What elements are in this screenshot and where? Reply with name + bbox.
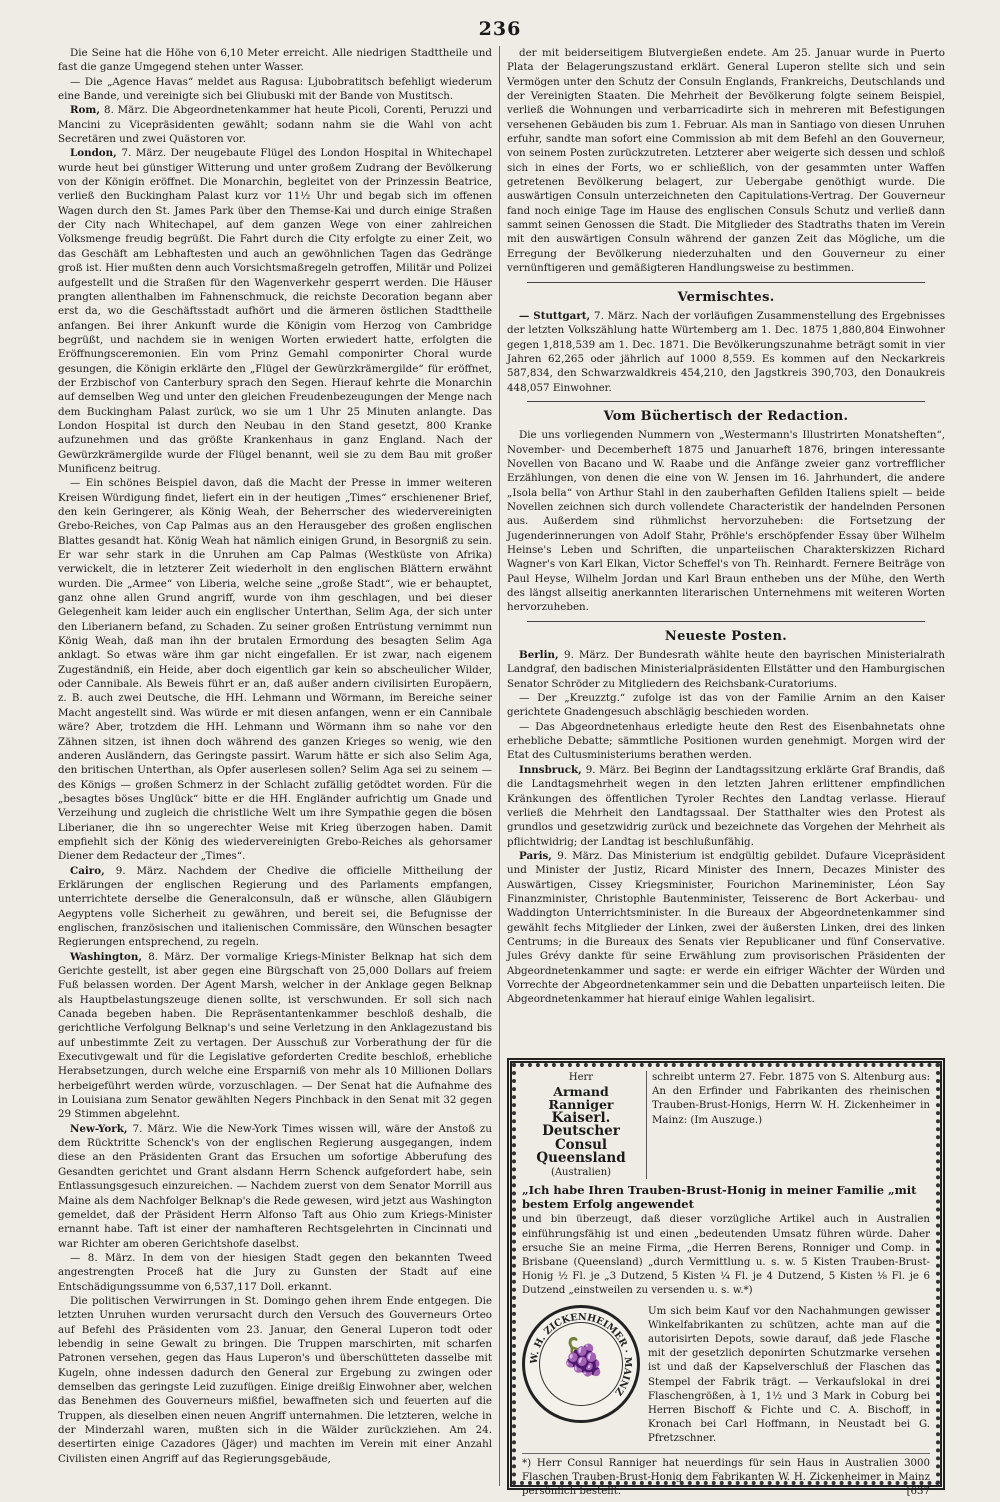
article-paragraph xyxy=(58,146,492,476)
article-paragraph xyxy=(58,1294,492,1466)
article-paragraph xyxy=(58,950,492,1122)
article-paragraph xyxy=(58,1251,492,1294)
paragraph-text: — Die „Agence Havas“ meldet aus Ragusa: Ljubobratitsch befehligt wiederum eine Bande, und vereinigte sich bei Gliubuski mit der Bande von Mustitsch. xyxy=(58,75,492,103)
dateline: Washington, xyxy=(70,950,149,963)
ad-number: [637 xyxy=(906,1486,930,1498)
paragraph-text: Die politischen Verwirrungen in St. Domingo gehen ihrem Ende entgegen. Die letzten Unruhen wurden verursacht durch den Versuch des Gouverneurs Orteo auf Befehl des Präsidenten vom 23. Januar, den General Luperon todt oder lebendig in seine Gewalt zu bringen. Die Truppen marschirten, mit scharfen Patronen versehen, gegen das Haus Luperon's und überschütteten dasselbe mit Kugeln, ohne indessen dadurch den General zur Ergebung zu zwingen oder demselben das geringste Leid zuzufügen. Einige dreißig Einwohner aber, welchen das Benehmen des Gouverneurs mißfiel, bewaffneten sich und feuerten auf die Truppen, als dieselben einen neuen Angriff unternahmen. Die letzteren, welche in der Minderzahl waren, mußten sich in die Wälder zurückziehen. Am 24. desertirten einige Cazadores (Jäger) und machten im Verein mit einer Anzahl Civilisten einen Angriff auf das Regierungsgebäude, xyxy=(58,1294,492,1465)
seal-text: W. H. ZICKENHEIMER · MAINZ xyxy=(528,1311,634,1397)
section-heading: Neueste Posten. xyxy=(664,628,788,644)
ad-sender-region: Queensland xyxy=(536,1150,626,1166)
paragraph-text: 7. März. Der neugebaute Flügel des London Hospital in Whitechapel wurde heut bei günstiger Witterung und unter großem Zudrang der Bevölkerung von der Königin eröffnet. Die Monarchin, begleitet von der Prinzessin Beatrice, verließ den Buckingham Palast kurz vor 11½ Uhr und begab sich im offenen Wagen durch den St. James Park über den Themse-Kai und durch einige Straßen der City nach Whitechapel, auf dem ganzen Wege von einer zahlreichen Volksmenge freudig begrüßt. Die Fahrt durch die City erfolgte zu einer Zeit, wo das Geschäft am Lebhaftesten und auch an gewöhnlichen Tagen das Gedränge groß ist. Hier mußten denn auch Vorsichtsmaßregeln getroffen, Militär und Polizei aufgestellt und die Straßen für den Wagenverkehr gesperrt werden. Die Häuser prangten allenthalben im Fahnenschmuck, die reichste Decoration begann aber erst da, wo die Geschäftsstadt aufhört und die ärmeren östlichen Stadttheile anfangen. Bei ihrer Ankunft wurde die Königin vom Herzog von Cambridge begrüßt, und nachdem sie in wenigen Worten erwiedert hatte, erfolgten die Eröffnungsceremonien. Ein vom Prinz Gemahl componirter Choral wurde gesungen, die Königin erklärte den „Flügel der Gewürzkrämergilde“ für eröffnet, der Erzbischof von Canterbury sprach den Segen. Hierauf kehrte die Monarchin auf demselben Weg und unter den gleichen Freudenbezeugungen der Menge nach dem Buckingham Palast zurück, wo sie um 1 Uhr 25 Minuten anlangte. Das London Hospital ist durch den Neubau in den Stand gesetzt, 800 Kranke aufzunehmen und das größte Krankenhaus in ganz England. Nach der Gewürzkrämergilde wurde der Flügel benannt, weil sie zu dem Bau mit großer Munificenz beitrug. xyxy=(58,147,492,475)
article-paragraph xyxy=(507,691,945,720)
dateline: — Stuttgart, xyxy=(519,309,595,322)
ad-sender-name: Armand Ranniger xyxy=(548,1083,614,1112)
paragraph-text: 9. März. Der Bundesrath wählte heute den bayrischen Ministerialrath Landgraf, den badischen Ministerialpräsidenten Ellstätter und den Hamburgischen Senator Schröder zu Mitgliedern des Reichsbank-Curatoriums. xyxy=(507,649,945,690)
left-column xyxy=(58,46,492,1486)
article-paragraph xyxy=(507,849,945,1007)
ad-letter: schreibt unterm 27. Febr. 1875 von S. Altenburg aus: An den Erfinder und Fabrikanten des rheinischen Trauben-Brust-Honigs, Herrn W. H. Zickenheimer in Mainz: (Im Auszuge.) xyxy=(646,1071,930,1179)
paragraph-text: 7. März. Wie die New-York Times wissen will, wäre der Anstoß zu dem Rücktritte Schenck's von der englischen Regierung ausgegangen, indem diese an den Präsidenten Grant das Ersuchen um sofortige Abberufung des Gesandten gerichtet und Grant alsdann Herrn Schenck aufgefordert habe, sein Entlassungsgesuch einzureichen. — Nachdem zuerst von dem Senator Morrill aus Maine als dem Nachfolger Belknap's die Rede gewesen, wird jetzt aus Washington gemeldet, daß der Präsident Herrn Alfonso Taft aus Ohio zum Kriegs-Minister ernannt habe. Taft ist einer der namhafteren Rechtsgelehrten in Cincinnati und war Richter am oberen Gerichtshofe daselbst. xyxy=(58,1122,492,1250)
advertisement xyxy=(507,1058,945,1498)
trademark-seal xyxy=(522,1305,640,1423)
dateline: Innsbruck, xyxy=(519,763,586,776)
ad-sender-salutation: Herr xyxy=(568,1072,594,1083)
dateline: London, xyxy=(70,147,122,160)
article-paragraph xyxy=(507,720,945,763)
ad-footnote xyxy=(522,1453,930,1500)
paragraph-text: 9. März. Nachdem der Chedive die officielle Mittheilung der Erklärungen der englischen Regierung und des Parlaments empfangen, unterrichtete derselbe die Generalconsuln, daß er wünsche, allen Gläubigern Aegyptens volle Sicherheit zu gewähren, und bereit sei, die Befugnisse der englischen, französischen und italienischen Commissäre, den Wünschen besagter Regierungen entsprechend, zu regeln. xyxy=(58,864,492,949)
paragraph-text: Die Seine hat die Höhe von 6,10 Meter erreicht. Alle niedrigen Stadttheile und fast die ganze Umgegend stehen unter Wasser. xyxy=(58,47,492,74)
dateline: Berlin, xyxy=(519,649,565,662)
article-paragraph xyxy=(507,46,945,276)
paragraph-text: — Ein schönes Beispiel davon, daß die Macht der Presse in immer weiteren Kreisen Würdigung findet, liefert ein in der heutigen „Times“ erschienener Brief, den kein Geringerer, als König Weah, der Beherrscher des wiedervereinigten Grebo-Reiches, von Cap Palmas aus an den Herausgeber des großen englischen Blattes gesandt hat. König Weah hat nämlich einigen Grund, in Besorgniß zu sein. Er war sehr stark in die Unruhen am Cap Palmas (Westküste von Afrika) verwickelt, die in letzterer Zeit wiederholt in den englischen Blättern erwähnt wurden. Die „Armee“ von Liberia, welche seine „große Stadt“, wie er behauptet, ganz ohne allen Grund angriff, wurde von ihm geschlagen, und bei dieser Gelegenheit kam leider auch ein englischer Unterthan, Selim Aga, der sich unter den Liberianern befand, zu Schaden. Zu seiner großen Entrüstung vernimmt nun König Weah, daß man ihn der brutalen Ermordung des besagten Selim Aga anklagt. So etwas wäre ihm gar nicht eingefallen. Er ist zwar, nach eigenem Zugeständniß, ein Heide, aber doch eigentlich gar kein so abscheulicher Wilder, oder Cannibale. Als Beweis führt er an, daß außer andern civilisirten Europäern, z. B. auch zwei Deutsche, die HH. Lehmann und Wörmann, im Bereiche seiner Macht angestellt sind. Was würde er mit diesen anfangen, wenn er ein Cannibale wäre? Aber, trotzdem die HH. Lehmann und Wörmann ihm so nahe vor den Zähnen sitzen, ist ihnen doch während des ganzen Krieges so wenig, wie den anderen Ausländern, das Geringste passirt. Warum hätte er sich also Selim Aga, den britischen Unterthan, als Opfer auserlesen sollen? Selim Aga sei zu seinem — des Königs — großen Schmerz in der Schlacht zufällig getödtet worden. Für die „besagtes böses Unglück“ bitte er die HH. Engländer aufrichtig um Gnade und Verzeihung und zugleich die christliche Welt um ihre Sympathie gegen die bösen Liberianer, die ihn so ungerechter Weise mit Krieg überzogen haben. Damit empfiehlt sich der König des wiedervereinigten Grebo-Reiches als gehorsamer Diener dem Redacteur der „Times“. xyxy=(58,477,492,863)
paragraph-text: Die uns vorliegenden Nummern von „Westermann's Illustrirten Monatsheften“, November- und Decemberheft 1875 und Januarheft 1876, bringen interessante Novellen von Bacano und W. Raabe und die Anfänge zweier ganz vortrefflicher Erzählungen, von denen die eine von W. Jensen im 16. Jahrhundert, die andere „Isola bella“ von Arthur Stahl in den zauberhaften Gefilden Italiens spielt — beide Novellen zeichnen sich durch vollendete Characteristik der handelnden Personen aus. Außerdem sind rühmlichst hervorzuheben: die Fortsetzung der Jugenderinnerungen von Adolf Stahr, Pröhle's erschöpfender Essay über Wilhelm Heinse's Leben und Schriften, die unparteiischen Charakterskizzen Richard Wagner's von Karl Elkan, Victor Scheffel's von Th. Reinhardt. Fernere Beiträge von Paul Heyse, Wilhelm Jordan und Karl Braun entheben uns der Mühe, den Werth des längst allseitig anerkannten literarischen Unternehmens mit weiteren Worten hervorzuheben. xyxy=(507,429,945,614)
paragraph-text: der mit beiderseitigem Blutvergießen endete. Am 25. Januar wurde in Puerto Plata der Belagerungszustand erklärt. General Luperon stellte sich und sein Vermögen unter den Schutz der Consuln Englands, Frankreichs, Deutschlands und der Vereinigten Staaten. Die Mehrheit der Bevölkerung folgte seinem Beispiel, verließ die Wohnungen und verbarricadirte sich in mehreren mit Befestigungen versehenen Gebäuden bis zum 1. Februar. Als man in Santiago von diesen Unruhen erfuhr, sandte man sofort eine Commission ab mit dem Befehl an den Gouverneur, von seinem Posten zurückzutreten. Letzterer aber weigerte sich dessen und schloß sich in eines der Forts, wo er schließlich, von der gesammten unter Waffen getretenen Bevölkerung belagert, zur Uebergabe genöthigt wurde. Die auswärtigen Consuln unterzeichneten den Capitulations-Vertrag. Der Gouverneur fand noch einige Tage im Hause des englischen Consuls Schutz und verließ dann sammt seinen Genossen die Stadt. Die Mitglieder des Stadtraths thaten im Verein mit den auswärtigen Consuln während der ganzen Zeit das Mögliche, um die Erregung der Bevölkerung niederzuhalten und den Gouverneur zu einer vernünftigeren und gemäßigteren Handlungsweise zu bestimmen. xyxy=(507,47,945,275)
dateline: Cairo, xyxy=(70,864,116,877)
paragraph-text: 8. März. Der vormalige Kriegs-Minister Belknap hat sich dem Gerichte gestellt, ist aber gegen eine Bürgschaft von 25,000 Dollars auf freiem Fuß belassen worden. Der Agent Marsh, welcher in der Anklage gegen Belknap als Hauptbelastungszeuge dienen sollte, ist verschwunden. Er soll sich nach Canada begeben haben. Die Repräsentantenkammer beschloß deshalb, die gerichtliche Verfolgung Belknap's und seine Verletzung in den Anklagezustand bis auf unbestimmte Zeit zu vertagen. Der Ausschuß zur Vorberathung der für die Executivgewalt und für die Legislative geforderten Credite beschloß, erhebliche Herabsetzungen, durch welche eine Ersparniß von mehr als 10 Millionen Dollars herbeigeführt werden würde, vorzuschlagen. — Der Senat hat die Aufnahme des in Louisiana zum Senator gewählten Negers Pinchback in den Senat mit 32 gegen 29 Stimmen abgelehnt. xyxy=(58,950,492,1121)
ad-bottom xyxy=(522,1305,930,1447)
article-paragraph xyxy=(507,648,945,691)
paragraph-text: — 8. März. In dem von der hiesigen Stadt gegen den bekannten Tweed angestrengten Proceß hat die Jury zu Gunsten der Stadt auf eine Entschädigungssumme von 6,537,117 Doll. erkannt. xyxy=(58,1251,492,1293)
paragraph-text: 8. März. Die Abgeordnetenkammer hat heute Picoli, Corenti, Peruzzi und Mancini zu Vicepräsidenten gewählt; sodann nahm sie die Wahl von acht Secretären und zwei Quästoren vor. xyxy=(58,104,492,146)
section-rule xyxy=(527,282,925,283)
article-paragraph xyxy=(507,428,945,614)
ad-header xyxy=(522,1071,930,1179)
ad-sender-region-note: (Australien) xyxy=(550,1166,612,1178)
article-paragraph xyxy=(507,309,945,395)
paragraph-text: 9. März. Das Ministerium ist endgültig gebildet. Dufaure Vicepräsident und Minister der Justiz, Ricard Minister des Innern, Decazes Minister des Auswärtigen, Cissey Kriegsminister, Fourichon Marineminister, Léon Say Finanzminister, Christophle Bautenminister, Teisserenc de Bort Ackerbau- und Waddington Unterrichtsminister. In die Bureaux der Abgeordnetenkammer sind gewählt fechs Mitglieder der Linken, zwei der äußersten Linken, drei des linken Centrums; in die Bureaux des Senats vier Republicaner und fünf Conservative. Jules Grévy dankte für seine Erwählung zum provisorischen Präsidenten der Abgeordnetenkammer und sagte: er werde ein eifriger Wächter der Würden und Vorrechte der Abgeordnetenkammer sein und die Debatten unparteiisch leiten. Die Abgeordnetenkammer hat hierauf einige Wahlen legalisirt. xyxy=(507,849,945,1006)
article-paragraph xyxy=(58,864,492,950)
article-paragraph xyxy=(507,763,945,849)
section-heading: Vom Büchertisch der Redaction. xyxy=(603,408,849,424)
article-paragraph xyxy=(58,476,492,863)
right-column xyxy=(507,46,945,1050)
column-divider xyxy=(499,46,500,1486)
dateline: Rom, xyxy=(70,104,105,117)
ad-quote-body: und bin überzeugt, daß dieser vorzügliche Artikel auch in Australien einführungsfähig ist und einen „bedeutenden Umsatz führen würde. Daher ersuche Sie an meine Firma, „die Herren Berens, Ronniger und Comp. in Brisbane (Queensland) „durch Vermittlung u. s. w. 5 Kisten Trauben-Brust-Honig ½ Fl. je „3 Dutzend, 5 Kisten ¼ Fl. je 4 Dutzend, 5 Kisten ⅛ Fl. je 6 Dutzend „einstweilen zu versenden u. s. w.*) xyxy=(522,1214,930,1297)
article-paragraph xyxy=(58,103,492,146)
section-rule xyxy=(527,621,925,622)
ad-quote: „Ich habe Ihren Trauben-Brust-Honig in meiner Familie „mit bestem Erfolg angewendet xyxy=(522,1183,917,1212)
ad-footnote-text: *) Herr Consul Ranniger hat neuerdings für sein Haus in Australien 3000 Flaschen Trauben-Brust-Honig dem Fabrikanten W. H. Zickenheimer in Mainz persönlich bestellt. xyxy=(522,1457,930,1498)
ad-shop-info: Um sich beim Kauf vor den Nachahmungen gewisser Winkelfabrikanten zu schützen, achte man auf die autorisirten Depots, sowie darauf, daß jede Flasche mit der gesetzlich deponirten Schutzmarke versehen ist und daß der Kapselverschluß der Flaschen das Stempel der Fabrik trägt. — Verkaufslokal in drei Flaschengrößen, à 1, 1½ und 3 Mark in Coburg bei Herren Bischoff & Fichte und C. A. Bischoff, in Kronach bei Carl Hoffmann, in Neustadt bei G. Pfretzschner. xyxy=(648,1305,930,1445)
paragraph-text: — Der „Kreuzztg.“ zufolge ist das von der Familie Arnim an den Kaiser gerichtete Gnadengesuch abschlägig beschieden worden. xyxy=(507,692,945,719)
article-paragraph xyxy=(58,75,492,104)
paragraph-text: — Das Abgeordnetenhaus erledigte heute den Rest des Eisenbahnetats ohne erhebliche Debatte; sämmtliche Positionen wurden genehmigt. Morgen wird der Etat des Cultusministeriums berathen werden. xyxy=(507,720,945,762)
paragraph-text: 9. März. Bei Beginn der Landtagssitzung erklärte Graf Brandis, daß die Landtagsmehrheit wegen in den letzten Jahren erlittener empfindlichen Kränkungen des öffentlichen Tyroler Rechtes den Landtag verlasse. Hierauf verließ die Mehrheit den Landtagssaal. Der Statthalter wies den Protest als grundlos und gesetzwidrig zurück und bezeichnete das Vorgehen der Mehrheit als pflichtwidrig; der Landtag ist beschlußunfähig. xyxy=(507,763,945,848)
section-rule xyxy=(527,401,925,402)
ad-sender-title: Kaiserl. Deutscher Consul xyxy=(542,1109,620,1153)
dateline: Paris, xyxy=(519,849,558,862)
article-paragraph xyxy=(58,46,492,75)
dateline: New-York, xyxy=(70,1122,133,1135)
paragraph-text: 7. März. Nach der vorläufigen Zusammenstellung des Ergebnisses der letzten Volkszählung hatte Würtemberg am 1. Dec. 1875 1,880,804 Einwohner gegen 1,818,539 am 1. Dec. 1871. Die Bevölkerungszunahme beträgt somit in vier Jahren 62,265 oder jährlich auf 1000 8,559. Es kommen auf den Neckarkreis 587,834, den Schwarzwaldkreis 454,210, den Jagstkreis 390,703, den Donaukreis 448,057 Einwohner. xyxy=(507,309,946,394)
page-number: 236 xyxy=(478,18,522,40)
section-heading: Vermischtes. xyxy=(677,289,775,305)
grape-icon: 🍇 xyxy=(561,1336,606,1378)
ad-sender xyxy=(522,1071,640,1179)
article-paragraph xyxy=(58,1122,492,1251)
